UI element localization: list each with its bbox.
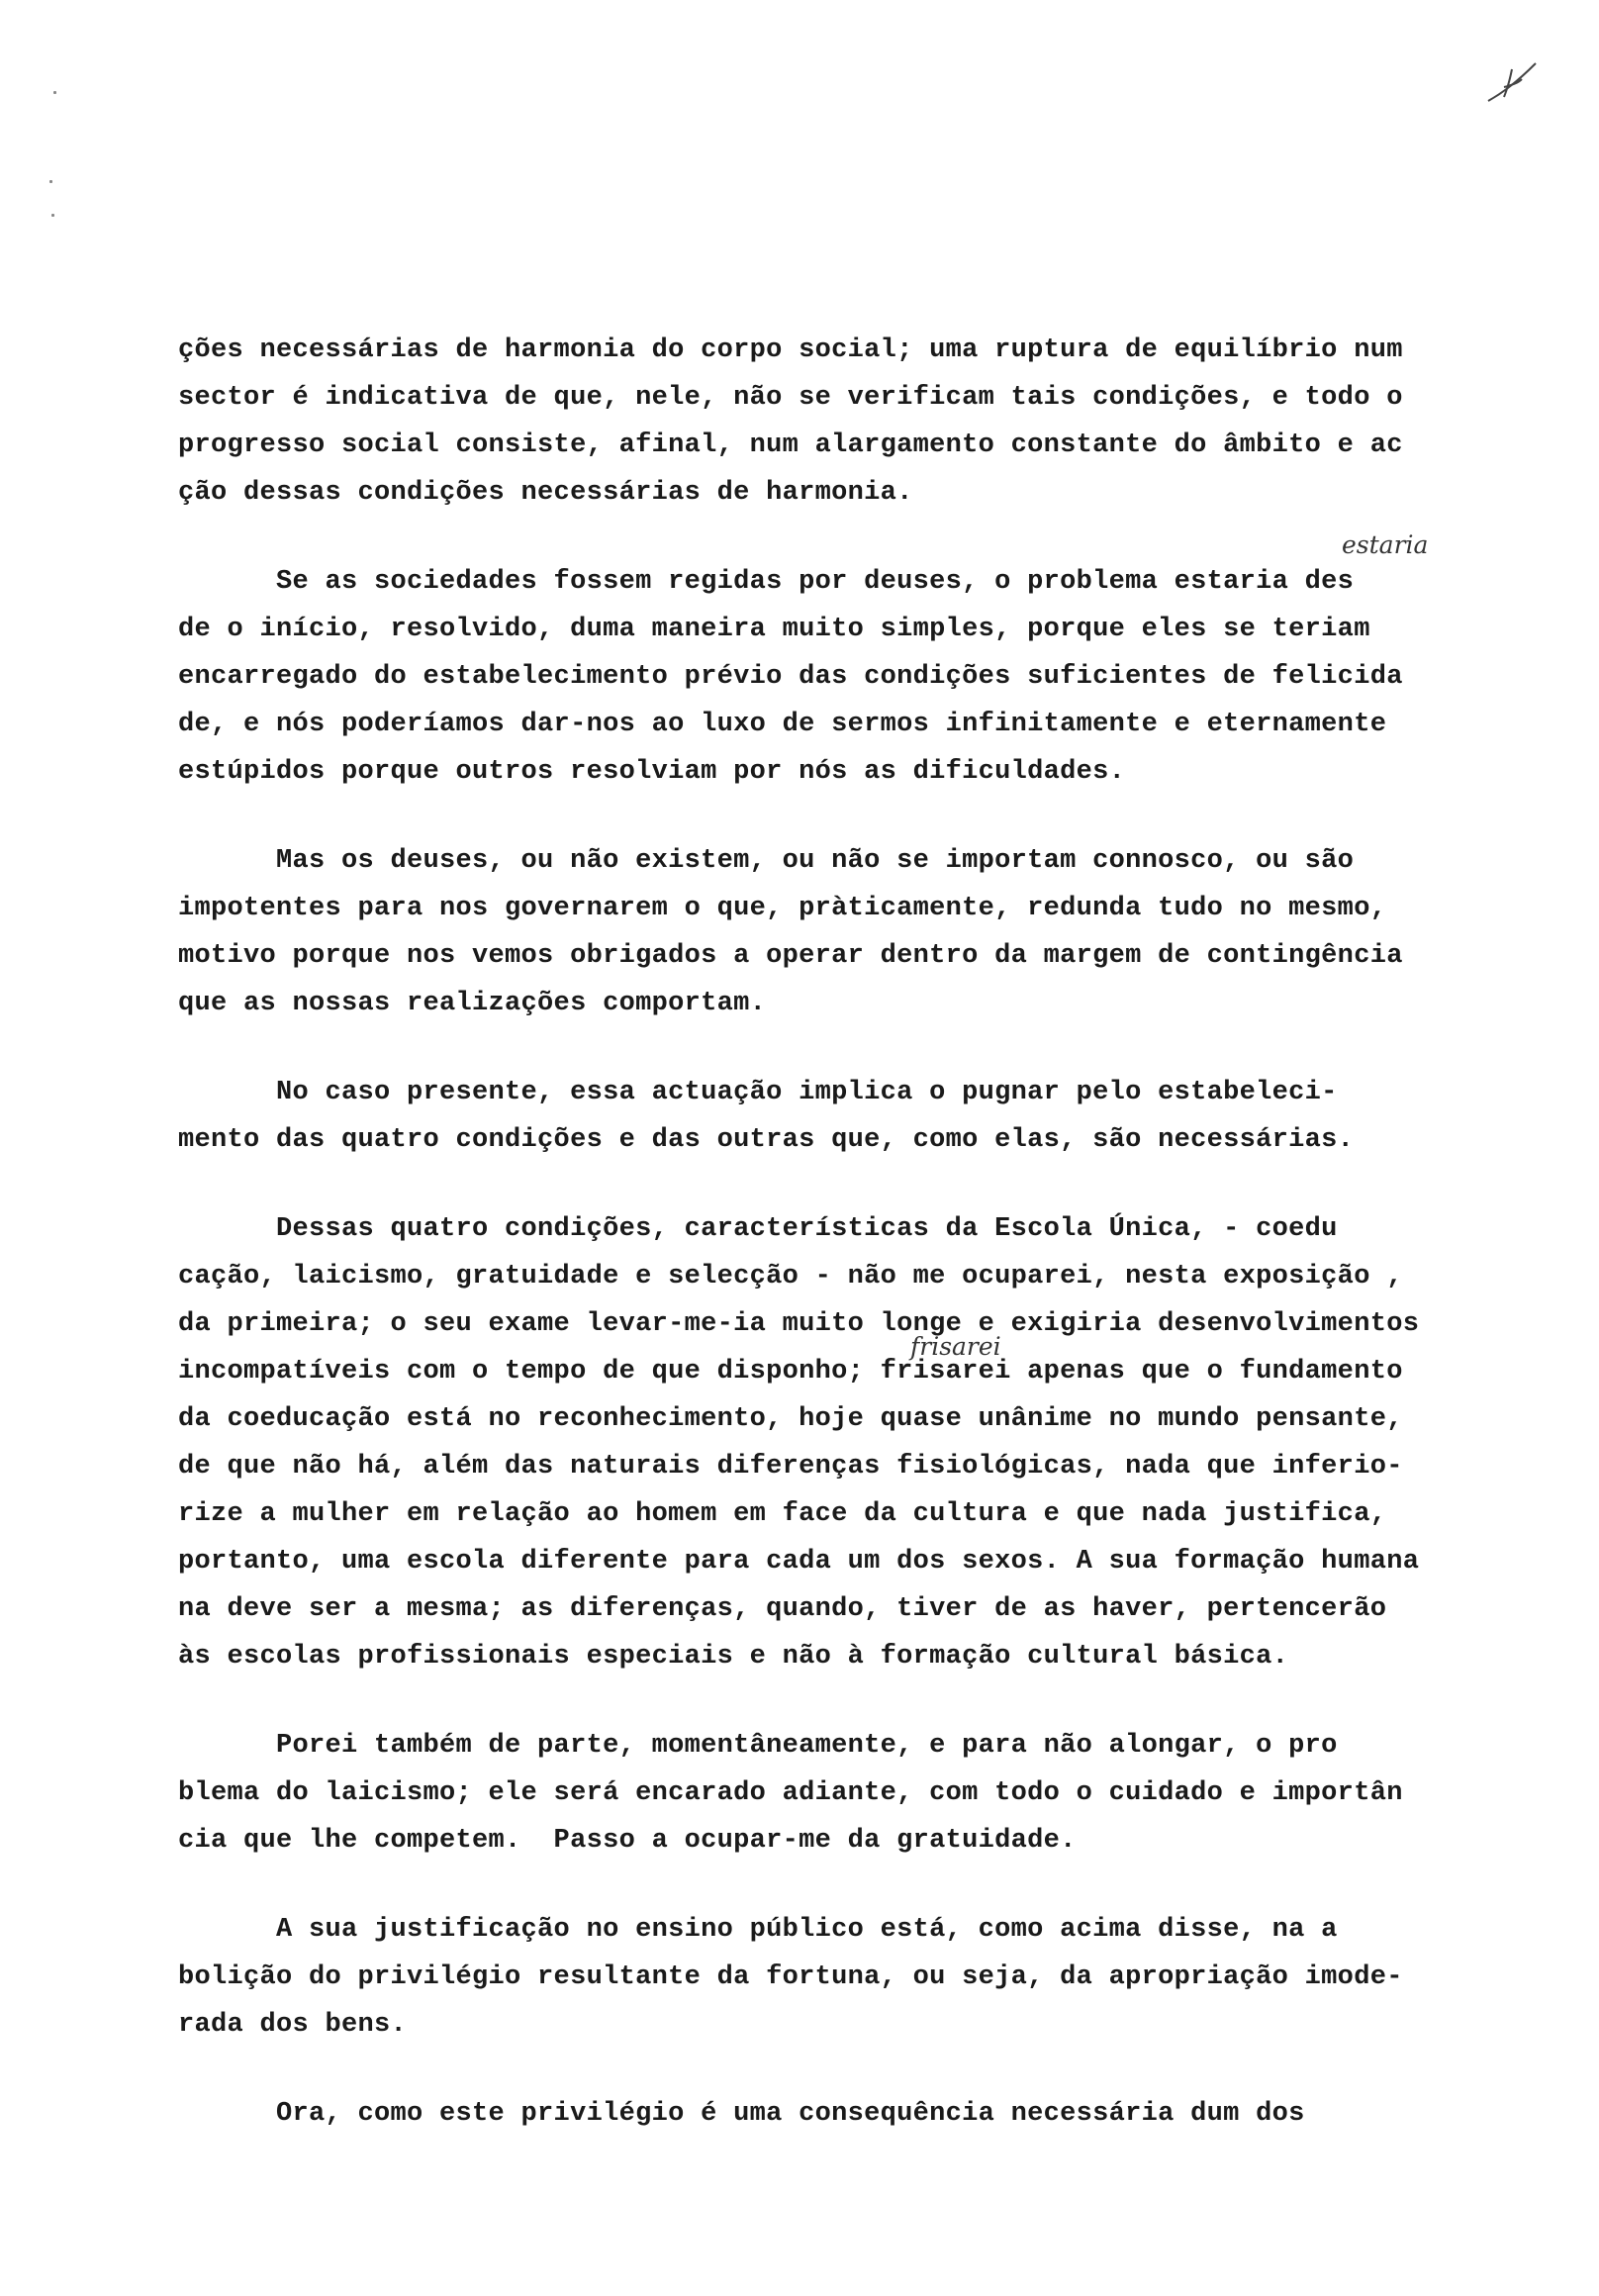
text-line: cação, laicismo, gratuidade e selecção - não me ocuparei, nesta exposição ,: [178, 1262, 1403, 1292]
text-line: motivo porque nos vemos obrigados a operar dentro da margem de contingência: [178, 941, 1403, 971]
handwritten-annotation-frisarei: frisarei: [910, 1332, 1001, 1361]
handwritten-page-mark: [1482, 57, 1542, 107]
text-line: sector é indicativa de que, nele, não se verificam tais condições, e todo o: [178, 383, 1403, 413]
text-line: Ora, como este privilégio é uma consequência necessária dum dos: [178, 2099, 1305, 2129]
text-line: A sua justificação no ensino público está, como acima disse, na a: [178, 1915, 1338, 1945]
text-line: ções necessárias de harmonia do corpo social; uma ruptura de equilíbrio num: [178, 335, 1403, 365]
text-line: cia que lhe competem. Passo a ocupar-me da gratuidade.: [178, 1826, 1077, 1856]
handwritten-annotation-estaria: estaria: [1342, 530, 1429, 559]
paragraph: [178, 2090, 1524, 2138]
paragraph: [178, 1069, 1524, 1164]
text-line: bolição do privilégio resultante da fortuna, ou seja, da apropriação imode-: [178, 1962, 1403, 1992]
paragraph: [178, 1205, 1524, 1680]
text-line: estúpidos porque outros resolviam por nós as dificuldades.: [178, 757, 1126, 787]
text-line: ção dessas condições necessárias de harmonia.: [178, 478, 913, 508]
paragraph: [178, 1722, 1524, 1865]
text-line: Mas os deuses, ou não existem, ou não se importam connosco, ou são: [178, 846, 1355, 876]
text-line: No caso presente, essa actuação implica o pugnar pelo estabeleci-: [178, 1078, 1338, 1107]
typed-text-body: [178, 327, 1524, 2138]
text-line: impotentes para nos governarem o que, pràticamente, redunda tudo no mesmo,: [178, 894, 1387, 923]
text-line: incompatíveis com o tempo de que disponho; frisarei apenas que o fundamento: [178, 1357, 1403, 1387]
text-line: progresso social consiste, afinal, num alargamento constante do âmbito e ac: [178, 430, 1403, 460]
text-line: blema do laicismo; ele será encarado adiante, com todo o cuidado e importân: [178, 1778, 1403, 1808]
paragraph: [178, 327, 1524, 517]
text-line: de que não há, além das naturais diferenças fisiológicas, nada que inferio-: [178, 1452, 1403, 1482]
text-line: rada dos bens.: [178, 2010, 408, 2040]
paragraph: [178, 1906, 1524, 2049]
text-line: Se as sociedades fossem regidas por deuses, o problema estaria des: [178, 567, 1355, 597]
text-line: de, e nós poderíamos dar-nos ao luxo de sermos infinitamente e eternamente: [178, 710, 1387, 739]
margin-speck: [53, 91, 56, 94]
text-line: portanto, uma escola diferente para cada um dos sexos. A sua formação humana: [178, 1547, 1420, 1577]
text-line: às escolas profissionais especiais e não à formação cultural básica.: [178, 1642, 1289, 1672]
margin-speck: [51, 214, 54, 217]
text-line: rize a mulher em relação ao homem em face da cultura e que nada justifica,: [178, 1499, 1387, 1529]
text-line: encarregado do estabelecimento prévio das condições suficientes de felicida: [178, 662, 1403, 692]
margin-speck: [49, 180, 52, 183]
text-line: de o início, resolvido, duma maneira muito simples, porque eles se teriam: [178, 615, 1370, 644]
text-line: Dessas quatro condições, características da Escola Única, - coedu: [178, 1214, 1338, 1244]
text-line: mento das quatro condições e das outras que, como elas, são necessárias.: [178, 1125, 1355, 1155]
text-line: que as nossas realizações comportam.: [178, 989, 767, 1018]
text-line: da coeducação está no reconhecimento, hoje quase unânime no mundo pensante,: [178, 1404, 1403, 1434]
text-line: da primeira; o seu exame levar-me-ia muito longe e exigiria desenvolvimentos: [178, 1309, 1420, 1339]
paragraph: [178, 837, 1524, 1027]
text-line: Porei também de parte, momentâneamente, e para não alongar, o pro: [178, 1731, 1338, 1761]
paragraph: [178, 558, 1524, 796]
text-line: na deve ser a mesma; as diferenças, quando, tiver de as haver, pertencerão: [178, 1594, 1387, 1624]
